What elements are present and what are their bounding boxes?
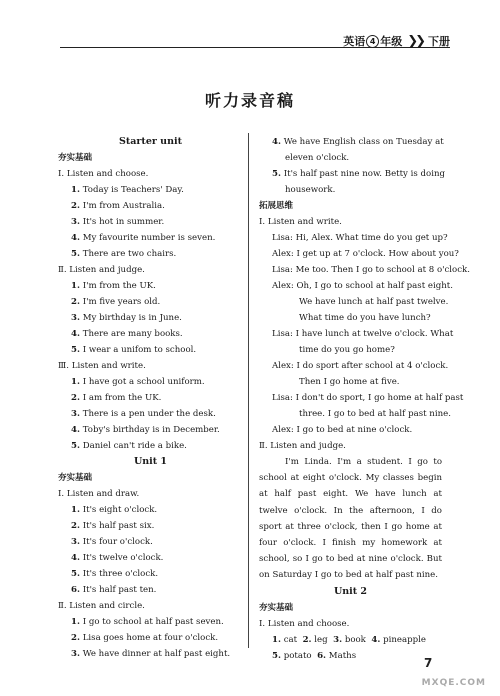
header-label (343, 33, 450, 49)
list-item: 3. It's four o'clock. (71, 537, 153, 547)
dialogue-line-continued: What time do you have lunch? (299, 313, 431, 323)
starter-sub-heading: 夯实基础 (58, 153, 93, 163)
dialogue-line-continued: Then I go home at five. (299, 377, 400, 387)
listening-paragraph: I'm Linda. I'm a student. I go to school at eight o'clock. My classes begin at half past eight. We have lunch at twelve o'clock. In the afternoon, I do sport at three o'clock, then I go home at four o'clock. I finish my homework at school, so I go to bed at nine o'clock. But on Saturday I go to bed at half past nine. (259, 457, 442, 581)
list-item: 5. There are two chairs. (71, 249, 177, 259)
double-chevron-icon: ❯❯ (407, 33, 423, 49)
list-item-continued: eleven o'clock. (285, 153, 350, 163)
list-item: 6. It's half past ten. (71, 585, 157, 595)
page-title: 听力录音稿 (204, 91, 295, 110)
list-item: 5. It's half past nine now. Betty is doing (272, 169, 445, 179)
unit1-ext-task2-title: Ⅱ. Listen and judge. (259, 441, 346, 451)
list-item: 1. It's eight o'clock. (71, 505, 158, 515)
unit1-heading: Unit 1 (133, 456, 168, 467)
starter-unit-heading: Starter unit (119, 136, 182, 147)
list-item: 4. Toby's birthday is in December. (71, 425, 220, 435)
list-item-continued: housework. (285, 185, 336, 195)
list-item: 3. We have dinner at half past eight. (71, 649, 231, 659)
unit2-sub-heading: 夯实基础 (259, 602, 294, 613)
list-item: 1. I'm from the UK. (71, 281, 156, 291)
list-item: 3. There is a pen under the desk. (71, 409, 216, 419)
list-item: 5. Daniel can't ride a bike. (71, 441, 187, 451)
page-header (60, 30, 450, 50)
list-item: 4. My favourite number is seven. (71, 233, 216, 243)
list-item: 4. It's twelve o'clock. (71, 553, 164, 563)
column-divider (248, 133, 249, 648)
list-item: 4. We have English class on Tuesday at (272, 137, 444, 147)
unit2-task1-title: Ⅰ. Listen and choose. (259, 618, 350, 629)
list-item: 2. I'm five years old. (71, 297, 161, 307)
list-item: 1. Today is Teachers' Day. (71, 185, 184, 195)
page-number: 7 (424, 656, 433, 670)
header-grade-suffix: 年级 (380, 35, 403, 48)
list-item: 2. Lisa goes home at four o'clock. (71, 633, 219, 643)
list-item: 1. I go to school at half past seven. (71, 617, 224, 627)
word-row: 1. cat 2. leg 3. book 4. pineapple (272, 634, 426, 645)
unit1-ext-sub-heading: 拓展思维 (259, 201, 294, 211)
left-column (58, 134, 243, 662)
list-item: 2. It's half past six. (71, 521, 155, 531)
header-subject: 英语 (343, 35, 366, 48)
dialogue-line-continued: time do you go home? (299, 345, 395, 355)
list-item: 1. I have got a school uniform. (71, 377, 205, 387)
starter-task3-title: Ⅲ. Listen and write. (58, 361, 146, 371)
list-item: 2. I am from the UK. (71, 393, 162, 403)
unit1-task2-title: Ⅱ. Listen and circle. (58, 601, 145, 611)
header-term: 下册 (428, 35, 450, 48)
word-row: 5. potato 6. Maths (272, 650, 357, 661)
list-item: 2. I'm from Australia. (71, 201, 165, 211)
list-item: 5. It's three o'clock. (71, 569, 159, 579)
starter-task2-title: Ⅱ. Listen and judge. (58, 265, 145, 275)
dialogue-line: Alex: I do sport after school at 4 o'clock. (272, 361, 449, 371)
watermark: MXQE.COM (421, 678, 486, 688)
list-item: 3. It's hot in summer. (71, 217, 165, 227)
dialogue-line-continued: We have lunch at half past twelve. (299, 297, 449, 307)
dialogue-line: Alex: Oh, I go to school at half past eight. (272, 281, 453, 291)
starter-task1-title: Ⅰ. Listen and choose. (58, 169, 149, 179)
dialogue-line-continued: three. I go to bed at half past nine. (299, 409, 451, 419)
dialogue-line: Alex: I go to bed at nine o'clock. (272, 425, 413, 435)
dialogue-line: Lisa: I have lunch at twelve o'clock. What (272, 329, 454, 339)
unit1-ext-task1-title: Ⅰ. Listen and write. (259, 217, 342, 227)
unit1-task1-title: Ⅰ. Listen and draw. (58, 489, 140, 499)
right-column (259, 134, 470, 664)
list-item: 4. There are many books. (71, 329, 183, 339)
dialogue-line: Lisa: I don't do sport, I go home at half past (272, 393, 464, 403)
unit1-sub-heading: 夯实基础 (58, 473, 93, 483)
dialogue-line: Lisa: Hi, Alex. What time do you get up? (272, 233, 448, 243)
dialogue-line: Lisa: Me too. Then I go to school at 8 o'clock. (272, 265, 470, 275)
unit2-heading: Unit 2 (333, 585, 368, 597)
list-item: 3. My birthday is in June. (71, 313, 182, 323)
dialogue-line: Alex: I get up at 7 o'clock. How about you? (272, 249, 459, 259)
header-grade-number: 4 (366, 35, 379, 48)
list-item: 5. I wear a unifom to school. (71, 345, 197, 355)
